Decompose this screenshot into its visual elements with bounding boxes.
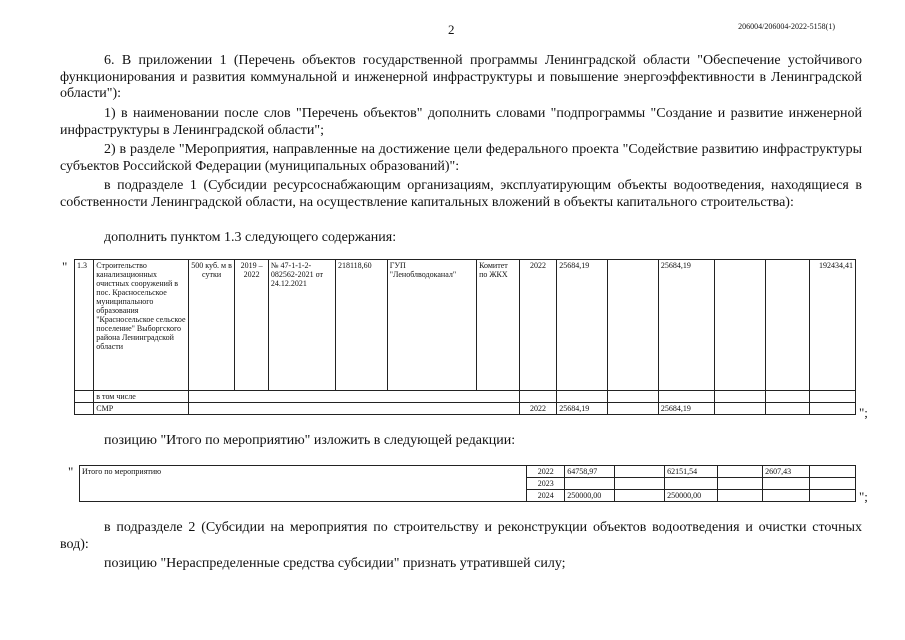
other-sources: 2607,43 [763,466,810,478]
estimated-cost: 218118,60 [335,260,387,391]
table-row [80,466,856,478]
table1-open-quote: " [62,259,68,274]
table2-close-quote: "; [859,489,868,504]
table2-open-quote: " [68,464,74,479]
regional-budget: 25684,19 [658,260,714,391]
table-row [75,391,856,403]
smr-label: СМР [94,403,188,415]
page-number: 2 [448,22,455,37]
year: 2024 [527,490,565,502]
paragraph-6: 6. В приложении 1 (Перечень объектов государственной программы Ленинградской области "Обеспечение устойчивого функционирования и развития коммунальной и инженерной инфраструктуры и повышение энергоэффективности в Ленинградской области"): [60,53,862,101]
table-row [75,403,856,415]
paragraph-6-2: 2) в разделе "Мероприятия, направленные на достижение цели федерального проекта "Содействие развитию инфраструктуры субъектов Российской Федерации (муниципальных образований)": [60,142,862,174]
period: 2019 – 2022 [235,260,269,391]
year: 2023 [527,478,565,490]
total-amount: 25684,19 [557,260,608,391]
smr-regional: 25684,19 [658,403,714,415]
year: 2022 [519,260,557,391]
year: 2022 [527,466,565,478]
responsible: Комитет по ЖКХ [477,260,520,391]
unallocated-text: позицию "Нераспределенные средства субсидии" признать утратившей силу; [104,556,566,571]
regional-budget: 62151,54 [665,466,718,478]
final-value: 192434,41 [810,260,856,391]
federal-budget [608,260,659,391]
item-1-3-table [74,259,856,415]
subsection-2-text: в подразделе 2 (Субсидии на мероприятия по строительству и реконструкции объектов водоотведения и очистки сточных вод): [60,520,862,552]
itogo-label: Итого по мероприятию [80,466,527,502]
table-row [75,260,856,391]
local-budget [714,260,766,391]
total-amount: 250000,00 [565,490,615,502]
document-id: 206004/206004-2022-5158(1) [738,22,835,31]
other-sources [766,260,810,391]
regional-budget: 250000,00 [665,490,718,502]
subsection-1-text: в подразделе 1 (Субсидии ресурсоснабжающим организациям, эксплуатирующим объекты водоотведения, находящиеся в собственности Ленинградской области, на осуществление капитальных вложений в объекты капитального строительства): [60,178,862,210]
paragraph-6-1: 1) в наименовании после слов "Перечень объектов" дополнить словами "подпрограммы "Создание и развитие инженерной инфраструктуры в Ленинградской области"; [60,106,862,138]
smr-total: 25684,19 [557,403,608,415]
object-name: Строительство канализационных очистных сооружений в пос. Красносельское муниципального образования "Красносельское сельское поселение" Выборгского района Ленинградской области [94,260,188,391]
expertise-doc: № 47-1-1-2-082562-2021 от 24.12.2021 [268,260,335,391]
itogo-intro: позицию "Итого по мероприятию" изложить в следующей редакции: [104,433,516,448]
incl-label: в том числе [94,391,188,403]
customer: ГУП "Леноблводоканал" [387,260,476,391]
add-item-1-3-text: дополнить пунктом 1.3 следующего содержания: [104,230,397,245]
smr-year: 2022 [519,403,557,415]
total-amount: 64758,97 [565,466,615,478]
item-number: 1.3 [75,260,94,391]
table1-close-quote: "; [859,405,868,420]
itogo-table [79,465,856,502]
capacity: 500 куб. м в сутки [188,260,235,391]
